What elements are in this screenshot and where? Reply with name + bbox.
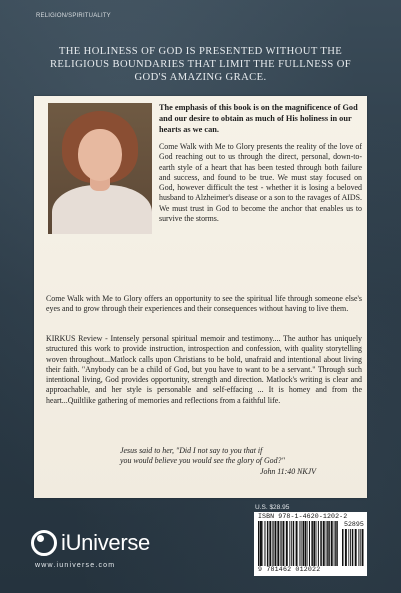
publisher-name: iUniverse xyxy=(61,530,150,555)
price-code: 52895 xyxy=(344,521,364,528)
barcode-addon xyxy=(342,529,364,566)
isbn-label: ISBN 978-1-4620-1202-2 xyxy=(258,513,348,520)
barcode-main xyxy=(258,521,338,566)
iuniverse-logo-icon xyxy=(31,530,57,556)
para1-text: Come Walk with Me to Glory presents the reality of the love of God reaching out to us through the direct, personal, down-to-earth style of a heart that has been tested through both failure and success, and found to be true. We must stay focused on God, however difficult the test - whether it is losing a beloved husband to Alzheimer's disease or a son to the ravages of AIDS. We must trust in God to become the anchor that enables us to survive the storms. xyxy=(159,142,362,224)
category-label: RELIGION/SPIRITUALITY xyxy=(36,13,111,19)
quote-citation: John 11:40 NKJV xyxy=(260,466,316,476)
quote-line-2: you would believe you would see the glory of God?" xyxy=(120,456,285,466)
description-paragraph-1 xyxy=(46,142,362,256)
quote-line-1: Jesus said to her, "Did I not say to you that if xyxy=(120,446,263,455)
lead-statement: The emphasis of this book is on the magnificence of God and our desire to obtain as much of His holiness in our hearts as we can. xyxy=(159,103,358,134)
publisher-logo xyxy=(31,528,150,558)
price-label: U.S. $28.95 xyxy=(255,504,290,511)
publisher-website: www.iuniverse.com xyxy=(35,562,116,569)
description-paragraph-2: Come Walk with Me to Glory offers an opportunity to see the spiritual life through someone else's eyes and to grow through their experiences and their consequences without having to live them. xyxy=(46,294,362,314)
kirkus-review: KIRKUS Review - Intensely personal spiritual memoir and testimony.... The author has uniquely structured this work to provide instruction, introspection and confession, with quality storytelling woven throughout...Matlock calls upon Christians to be bold, unafraid and intentional about living their faith. "Anybody can be a child of God, but you have to want to be a servant." Through such intentional living, God provides opportunity, strength and direction. Matlock's writing is clear and approachable, and her style is personable and self-effacing ... It is homey and from the heart...Quiltlike gathering of memories and reflections from a faithful life. xyxy=(46,334,362,405)
headline: THE HOLINESS OF GOD IS PRESENTED WITHOUT THE RELIGIOUS BOUNDARIES THAT LIMIT THE FULLNESS OF GOD'S AMAZING GRACE. xyxy=(49,46,352,83)
scripture-quote xyxy=(120,446,335,477)
isbn-digits: 9 781462 012022 xyxy=(258,566,321,573)
